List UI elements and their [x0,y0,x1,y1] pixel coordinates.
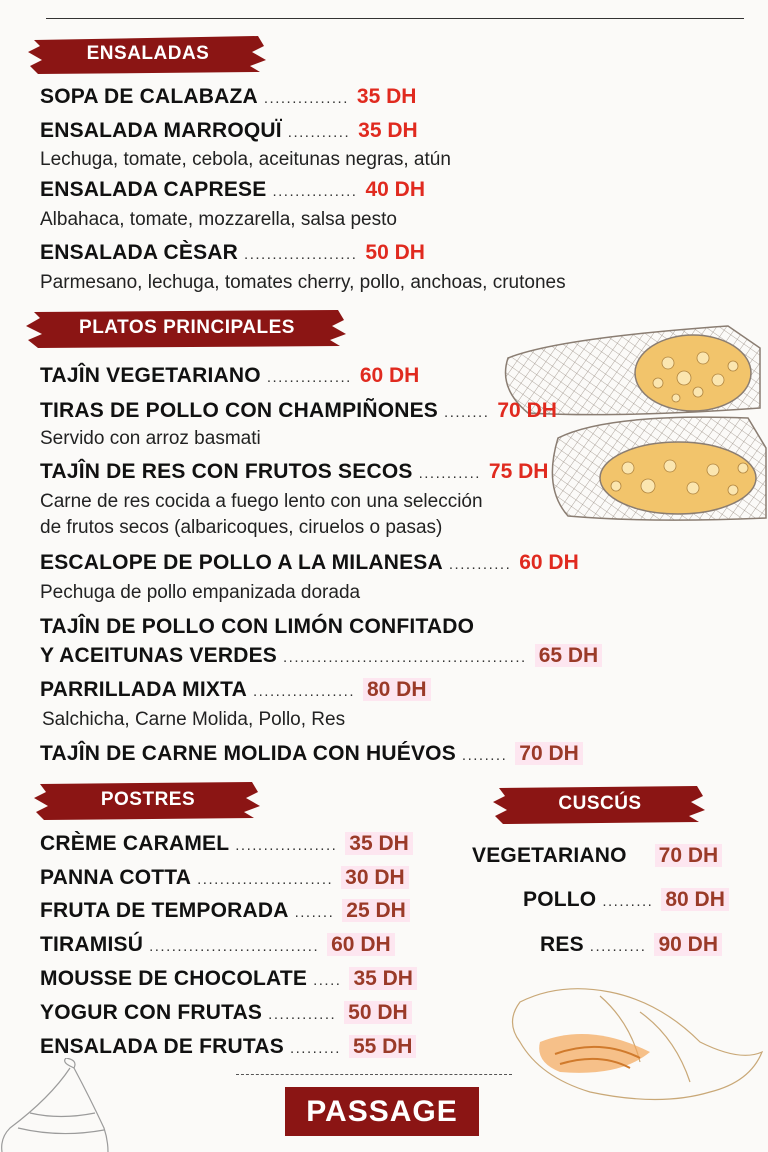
item-description: Carne de res cocida a fuego lento con una selección [40,491,483,512]
section-title: ENSALADAS [86,43,210,64]
menu-item: POLLO ......... 80 DH [523,888,729,912]
menu-item: ESCALOPE DE POLLO A LA MILANESA ........... 60 DH [40,551,579,574]
menu-item: TAJÎN DE CARNE MOLIDA CON HUÉVOS ........ 70 DH [40,742,583,766]
menu-item: TAJÎN DE RES CON FRUTOS SECOS ........... 75 DH [40,460,549,483]
menu-item: Y ACEITUNAS VERDES ........................................... 65 DH [40,644,602,668]
menu-item: TIRAMISÚ .............................. 60 DH [40,933,395,957]
menu-item: ENSALADA DE FRUTAS ......... 55 DH [40,1035,416,1059]
item-description: de frutos secos (albaricoques, ciruelos o pasas) [40,517,443,538]
top-divider [46,18,744,19]
cuscus-header [493,782,707,826]
section-title: PLATOS PRINCIPALES [79,317,295,338]
section-title: CUSCÚS [558,793,642,814]
tajine-pot-illustration [0,1058,110,1152]
postres-header [34,778,262,822]
menu-item: FRUTA DE TEMPORADA ....... 25 DH [40,899,410,923]
item-description: Pechuga de pollo empanizada dorada [40,582,361,603]
item-description: Parmesano, lechuga, tomates cherry, pollo, anchoas, crutones [40,272,566,293]
menu-item: PARRILLADA MIXTA .................. 80 DH [40,678,431,702]
menu-item: SOPA DE CALABAZA ............... 35 DH [40,85,417,108]
brand-logo: PASSAGE [285,1087,479,1136]
menu-item: PANNA COTTA ........................ 30 DH [40,866,409,890]
item-description: Albahaca, tomate, mozzarella, salsa pesto [40,209,397,230]
menu-item: ENSALADA CÈSAR .................... 50 DH [40,241,425,264]
menu-item: ENSALADA MARROQUÏ ........... 35 DH [40,119,418,142]
spring-roll-illustration [498,318,768,538]
item-description: Salchicha, Carne Molida, Pollo, Res [42,709,346,730]
principales-header [26,306,348,350]
menu-item: VEGETARIANO 70 DH [472,844,722,868]
bottom-divider [236,1074,512,1075]
menu-item: MOUSSE DE CHOCOLATE ..... 35 DH [40,967,417,991]
menu-item: ENSALADA CAPRESE ............... 40 DH [40,178,425,201]
pastry-illustration [500,982,768,1112]
menu-item: CRÈME CARAMEL .................. 35 DH [40,832,413,856]
menu-item: YOGUR CON FRUTAS ............ 50 DH [40,1001,412,1025]
ensaladas-header [28,32,268,76]
menu-item: TAJÎN DE POLLO CON LIMÓN CONFITADO [40,615,475,638]
item-description: Servido con arroz basmati [40,428,261,449]
menu-item: RES .......... 90 DH [540,933,722,957]
item-description: Lechuga, tomate, cebola, aceitunas negras, atún [40,149,451,170]
menu-item: TIRAS DE POLLO CON CHAMPIÑONES ........ 70 DH [40,399,557,422]
menu-item: TAJÎN VEGETARIANO ............... 60 DH [40,364,420,387]
section-title: POSTRES [100,789,196,810]
